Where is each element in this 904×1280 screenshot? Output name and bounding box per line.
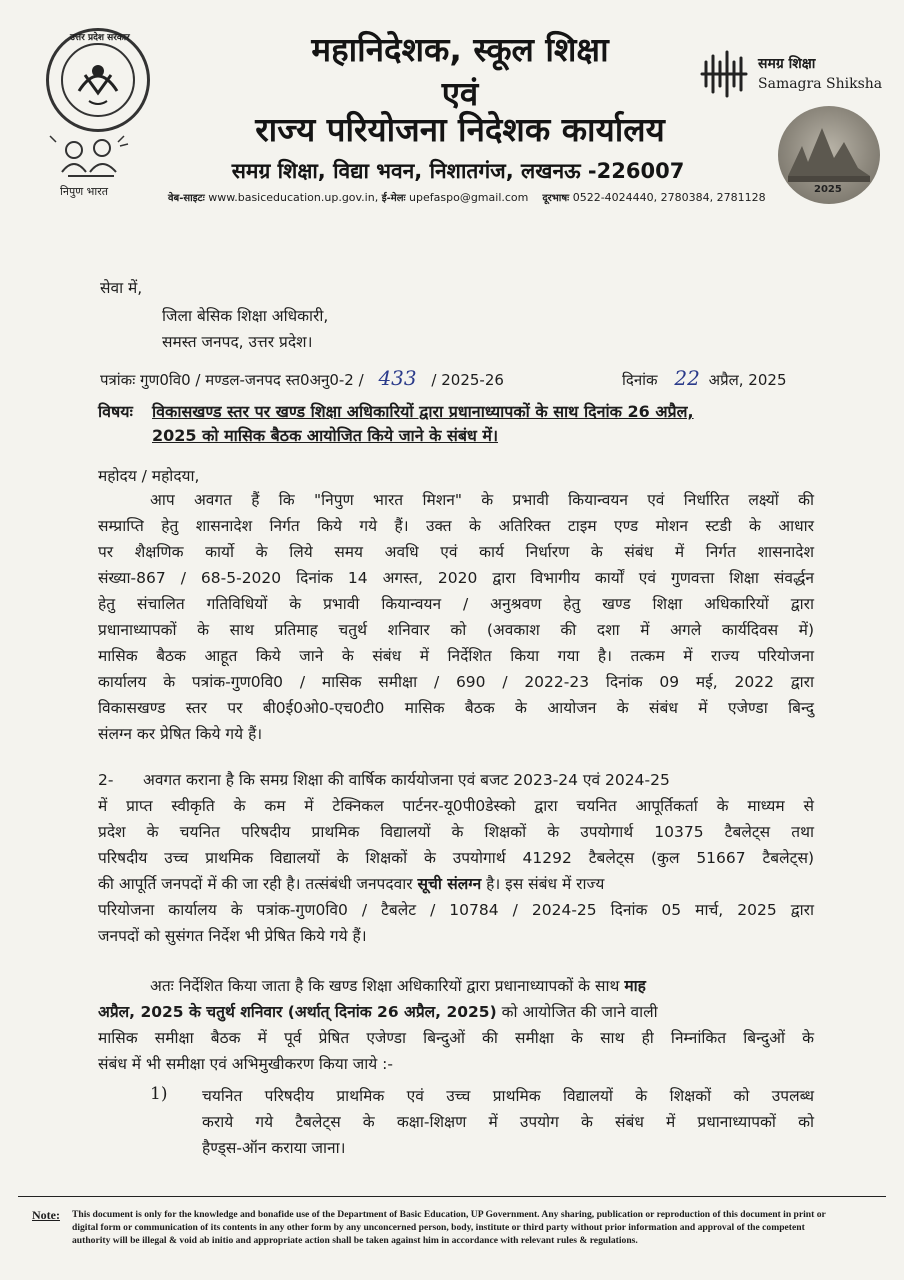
para2-line: 2- अवगत कराना है कि समग्र शिक्षा की वार्षिक कार्ययोजना एवं बजट 2023-24 एवं 2024-25 — [98, 771, 670, 789]
para1-line: विकासखण्ड स्तर पर बी0ई0ओ0-एच0टी0 मासिक बैठक के आयोजन के संबंध में एजेण्डा बिन्दु — [98, 699, 814, 717]
reference-prefix: गुण0वि0 / मण्डल-जनपद स्त0अनु0-2 / — [140, 371, 364, 389]
para1-line: प्रधानाध्यापकों के साथ प्रतिमाह चतुर्थ शनिवार को (अवकाश की दशा में अगले कार्यदिवस में) — [98, 621, 814, 639]
seal-text: उत्तर प्रदेश सरकार — [70, 33, 130, 43]
para2-line: परिषदीय उच्च प्राथमिक विद्यालयों के शिक्षकों के उपयोगार्थ 41292 टैबलेट्स (कुल 51667 टैबलेट्स) — [98, 849, 814, 867]
nipun-bharat-label: निपुण भारत — [60, 185, 109, 198]
para1-line: मासिक बैठक आहूत किये जाने के संबंध में निर्देशित किया गया है। तत्कम में राज्य परियोजना — [98, 647, 814, 665]
samagra-shiksha-logo — [698, 48, 750, 100]
footer-note-line: digital form or communication of its contents in any other form by any unconcerned person, body, institute or third party without prior information and approval of the competent — [72, 1222, 805, 1233]
para1-line: संलग्न कर प्रेषित किये गये हैं। — [98, 725, 263, 743]
date-label: दिनांक — [622, 371, 658, 389]
subject-label: विषयः — [98, 402, 133, 421]
footer-note-line: This document is only for the knowledge and bonafide use of the Department of Basic Education, UP Government. Any sharing, publication or reproduction of this document in print or — [72, 1209, 826, 1220]
para1-line: सम्प्राप्ति हेतु शासनादेश निर्गत किये गये हैं। उक्त के अतिरिक्त टाइम एण्ड मोशन स्टडी के आधार — [98, 517, 814, 535]
footer-note-line: authority will be illegal & void ab initio and appropriate action shall be taken against him in accordance with relevant rules & regulations. — [72, 1235, 638, 1246]
footer-note-label: Note: — [32, 1208, 60, 1222]
seal-emblem-icon — [49, 31, 147, 129]
para3-text: को आयोजित की जाने वाली — [501, 1003, 658, 1021]
reference-line — [100, 366, 504, 390]
date-rest: अप्रैल, 2025 — [708, 371, 787, 389]
para2-line: जनपदों को सुसंगत निर्देश भी प्रेषित किये गये हैं। — [98, 927, 367, 945]
point-number: 1) — [150, 1084, 168, 1104]
para3-bold-month: माह — [624, 977, 646, 995]
reference-number: 433 — [378, 366, 417, 390]
date-day: 22 — [674, 366, 700, 390]
up-government-seal — [46, 28, 150, 132]
salutation: महोदय / महोदया, — [98, 467, 200, 485]
reference-label: पत्रांकः — [100, 371, 136, 389]
para1-line: पर शैक्षणिक कार्यो के लिये समय अवधि एवं कार्य निर्धारण के संबंध में निर्गत शासनादेश — [98, 543, 814, 561]
point-line: कराये गये टैबलेट्स के कक्षा-शिक्षण में उपयोग के संबंध में प्रधानाध्यापकों को — [202, 1113, 814, 1131]
header-address: समग्र शिक्षा, विद्या भवन, निशातगंज, लखनऊ -226007 — [231, 159, 685, 183]
para3-line: संबंध में भी समीक्षा एवं अभिमुखीकरण किया जाये :- — [98, 1055, 393, 1073]
emblem-year: 2025 — [814, 184, 842, 195]
para1-line: संख्या-867 / 68-5-2020 दिनांक 14 अगस्त, 2020 द्वारा विभागीय कार्यों एवं गुणवत्ता शिक्षा संवर्द्धन — [98, 569, 814, 587]
children-reading-icon — [44, 132, 140, 186]
samagra-shiksha-icon — [698, 48, 750, 100]
samagra-shiksha-english: Samagra Shiksha — [758, 76, 883, 92]
para3-line-mixed — [150, 976, 814, 996]
footer-note-text — [72, 1208, 872, 1247]
para2-line: प्रदेश के चयनित परिषदीय प्राथमिक विद्यालयों के शिक्षकों के उपयोगार्थ 10375 टैबलेट्स तथा — [98, 823, 814, 841]
email-label: ई-मेलः — [381, 193, 406, 204]
header-title-line3: राज्य परियोजना निदेशक कार्यालय — [255, 110, 665, 149]
para3-line: मासिक समीक्षा बैठक में पूर्व प्रेषित एजेण्डा बिन्दुओं की समीक्षा के साथ ही निम्नांकित बिन्दुओं के — [98, 1029, 814, 1047]
para2-line: परियोजना कार्यालय के पत्रांक-गुण0वि0 / टैबलेट / 10784 / 2024-25 दिनांक 05 मार्च, 2025 द्वारा — [98, 901, 814, 919]
para1-line: आप अवगत हैं कि "निपुण भारत मिशन" के प्रभावी कियान्वयन एवं निर्धारित लक्ष्यों की — [150, 491, 814, 509]
para2-text: है। इस संबंध में राज्य — [486, 875, 605, 893]
para2-line-mixed — [98, 874, 814, 894]
para1-line: हेतु संचालित गतिविधियों के प्रभावी कियान्वयन / अनुश्रवण हेतु खण्ड शिक्षा अधिकारियों द्वारा — [98, 595, 814, 613]
email-address: upefaspo@gmail.com — [409, 191, 529, 204]
header-contact-line — [168, 190, 766, 204]
para2-text: की आपूर्ति जनपदों में की जा रही है। तत्संबंधी जनपदवार — [98, 875, 413, 893]
header-title-line1: महानिदेशक, स्कूल शिक्षा — [311, 30, 609, 69]
header-title-line2: एवं — [441, 74, 479, 113]
para3-text: अतः निर्देशित किया जाता है कि खण्ड शिक्षा अधिकारियों द्वारा प्रधानाध्यापकों के साथ — [150, 977, 620, 995]
footer-divider — [18, 1196, 886, 1197]
website-link: www.basiceducation.up.gov.in, — [208, 191, 379, 204]
subject-line2: 2025 को मासिक बैठक आयोजित किये जाने के संबंध में। — [152, 426, 499, 445]
list-attached-text: सूची संलग्न — [417, 875, 482, 893]
date-line — [622, 366, 787, 390]
recipient-line1: जिला बेसिक शिक्षा अधिकारी, — [162, 307, 329, 325]
para1-line: कार्यालय के पत्रांक-गुण0वि0 / मासिक समीक्षा / 690 / 2022-23 दिनांक 09 मई, 2022 द्वारा — [98, 673, 814, 691]
point-line: हैण्ड्स-ऑन कराया जाना। — [202, 1139, 346, 1157]
subject-line1: विकासखण्ड स्तर पर खण्ड शिक्षा अधिकारियों द्वारा प्रधानाध्यापकों के साथ दिनांक 26 अप्रैल, — [152, 402, 694, 421]
samagra-shiksha-hindi: समग्र शिक्षा — [758, 56, 816, 72]
to-label: सेवा में, — [100, 279, 143, 297]
reference-suffix: / 2025-26 — [431, 371, 504, 389]
phone-label: दूरभाषः — [542, 193, 570, 204]
nipun-bharat-logo — [44, 132, 140, 186]
para3-bold-date: अप्रैल, 2025 के चतुर्थ शनिवार (अर्थात् दिनांक 26 अप्रैल, 2025) — [98, 1003, 497, 1021]
para3-line-mixed — [98, 1002, 814, 1022]
recipient-line2: समस्त जनपद, उत्तर प्रदेश। — [162, 333, 313, 351]
phone-numbers: 0522-4024440, 2780384, 2781128 — [572, 191, 766, 204]
para2-line: में प्राप्त स्वीकृति के कम में टेक्निकल पार्टनर-यू0पी0डेस्को द्वारा चयनित आपूर्तिकर्ता के माध्यम से — [98, 797, 814, 815]
point-line: चयनित परिषदीय प्राथमिक एवं उच्च प्राथमिक विद्यालयों के शिक्षकों को उपलब्ध — [202, 1087, 814, 1105]
website-label: वेब-साइटः — [168, 193, 205, 204]
